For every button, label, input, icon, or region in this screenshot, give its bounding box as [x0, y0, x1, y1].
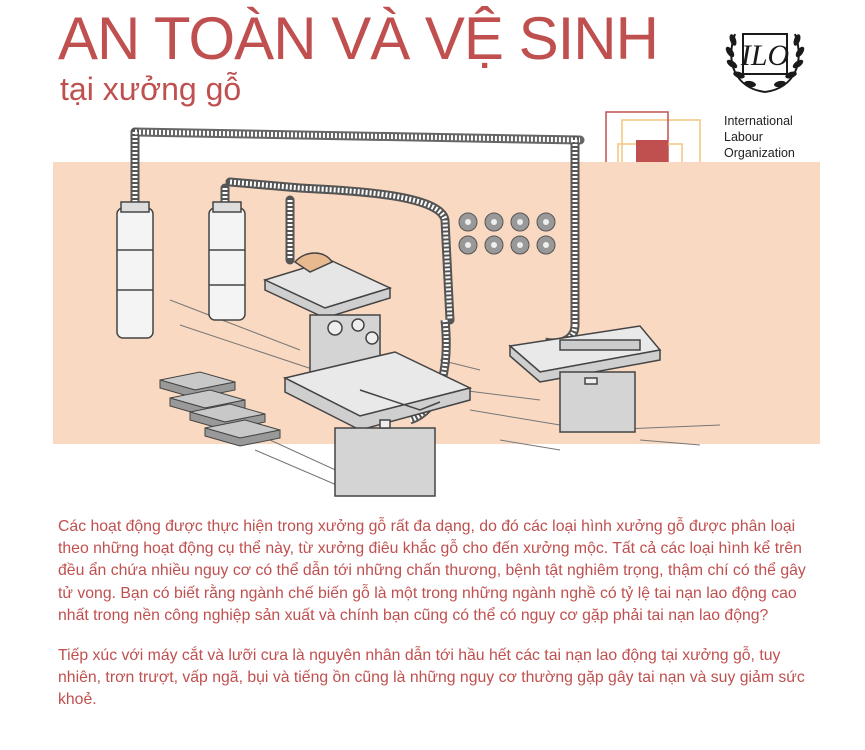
woodworking-workshop-illustration [0, 110, 865, 510]
body-text [58, 516, 818, 730]
logo-line: Organization [724, 146, 795, 160]
ilo-logo-icon [721, 16, 809, 98]
body-paragraph: Các hoạt động được thực hiện trong xưởng gỗ rất đa dạng, do đó các loại hình xưởng gỗ được phân loại theo những hoạt động cụ thể này, từ xưởng điêu khắc gỗ cho đến xưởng mộc. Tất cả các loại hình kể trên đều ẩn chứa nhiều nguy cơ có thể dẫn tới những chấn thương, bệnh tật nghiêm trọng, thậm chí có thể gây tử vong. Bạn có biết rằng ngành chế biến gỗ là một trong những ngành nghề có tỷ lệ tai nạn lao động cao nhất trong nền công nghiệp sản xuất và chính bạn cũng có thể có nguy cơ gặp phải tai nạn lao động? [58, 518, 806, 624]
logo-line: International [724, 114, 793, 128]
body-paragraph: Tiếp xúc với máy cắt và lưỡi cưa là nguyên nhân dẫn tới hầu hết các tai nạn lao động tại xưởng gỗ, tuy nhiên, trơn trượt, vấp ngã, bụi và tiếng ồn cũng là những nguy cơ thường gặp gây tai nạn và suy giảm sức khoẻ. [58, 647, 805, 709]
page-subtitle: tại xưởng gỗ [60, 71, 242, 107]
logo-line: Labour [724, 130, 763, 144]
logo-mark-text: ILO [740, 39, 790, 72]
page-title: AN TOÀN VÀ VỆ SINH [58, 5, 658, 72]
